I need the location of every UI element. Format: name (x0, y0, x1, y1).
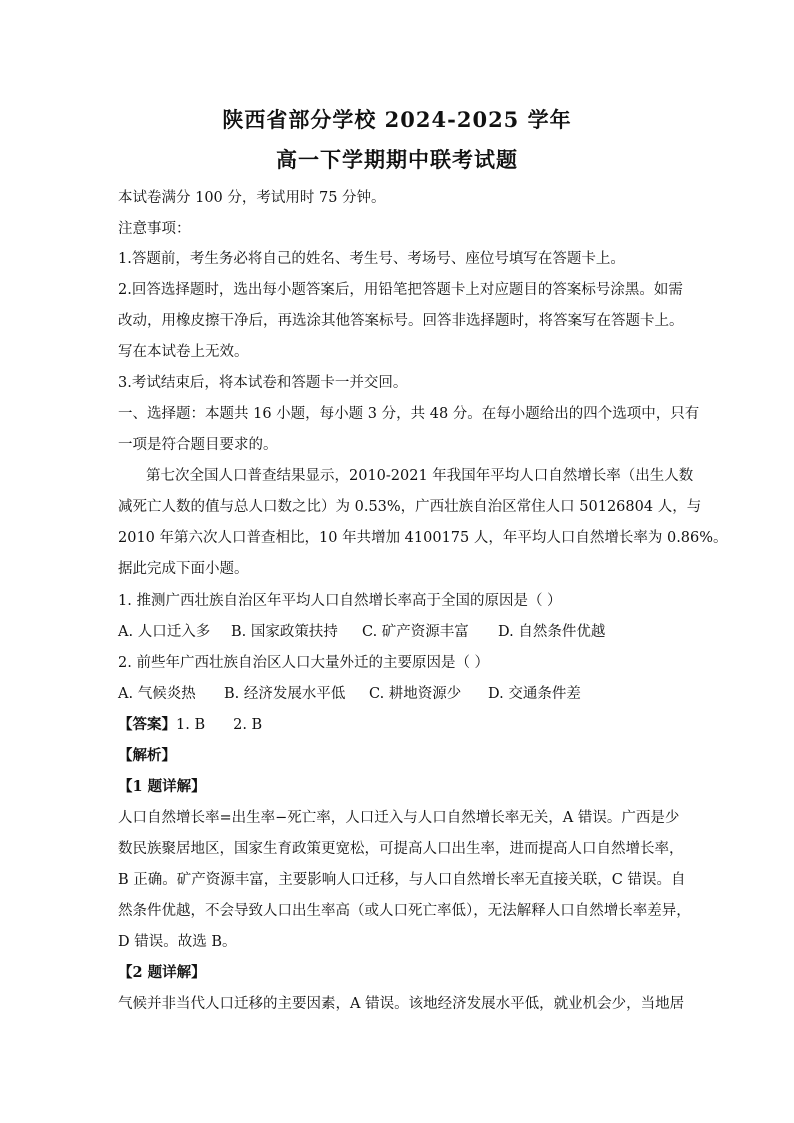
passage-line: 减死亡人数的值与总人口数之比）为 0.53%，广西壮族自治区常住人口 50126804 人，与 (118, 499, 702, 515)
answer-line (118, 715, 678, 735)
notice-heading: 注意事项： (118, 221, 191, 237)
question-1-option-c: C. 矿产资源丰富 (362, 624, 469, 640)
question-2-option-b: B. 经济发展水平低 (224, 686, 346, 702)
analysis-q1-text: D 错误。故选 B。 (118, 934, 237, 950)
passage-line: 2010 年第六次人口普查相比，10 年共增加 4100175 人，年平均人口自然增长率为 0.86%。 (118, 530, 728, 546)
question-2-option-d: D. 交通条件差 (488, 686, 581, 702)
analysis-q1-text: 然条件优越，不会导致人口出生率高（或人口死亡率低），无法解释人口自然增长率差异， (118, 903, 691, 919)
score-time-note: 本试卷满分 100 分，考试用时 75 分钟。 (118, 190, 386, 206)
passage-line: 据此完成下面小题。 (118, 561, 249, 577)
notice-item-2-end: 写在本试卷上无效。 (118, 344, 249, 360)
passage-line: 第七次全国人口普查结果显示，2010-2021 年我国年平均人口自然增长率（出生人数 (146, 468, 694, 484)
section-heading-cont: 一项是符合题目要求的。 (118, 437, 278, 453)
analysis-q1-text: 人口自然增长率=出生率−死亡率，人口迁入与人口自然增长率无关，A 错误。广西是少 (118, 810, 680, 826)
notice-item-1: 1.答题前，考生务必将自己的姓名、考生号、考场号、座位号填写在答题卡上。 (118, 251, 625, 267)
question-2-option-c: C. 耕地资源少 (369, 686, 462, 702)
section-heading: 一、选择题：本题共 16 小题，每小题 3 分，共 48 分。在每小题给出的四个选项中，只有 (118, 406, 700, 422)
notice-item-3: 3.考试结束后，将本试卷和答题卡一并交回。 (118, 375, 408, 391)
answer-1: 1. B (176, 717, 206, 733)
question-1-option-a: A. 人口迁入多 (118, 624, 211, 640)
analysis-q2-heading: 【2 题详解】 (118, 964, 206, 981)
question-1-stem: 1. 推测广西壮族自治区年平均人口自然增长率高于全国的原因是（ ） (118, 593, 562, 609)
answer-label: 【答案】 (118, 716, 176, 733)
notice-item-2-cont: 改动，用橡皮擦干净后，再选涂其他答案标号。回答非选择题时，将答案写在答题卡上。 (118, 313, 684, 329)
question-1-option-d: D. 自然条件优越 (498, 624, 606, 640)
analysis-q1-heading: 【1 题详解】 (118, 778, 206, 795)
question-1-option-b: B. 国家政策扶持 (231, 624, 338, 640)
notice-item-2: 2.回答选择题时，选出每小题答案后，用铅笔把答题卡上对应题目的答案标号涂黑。如需 (118, 282, 683, 298)
analysis-q1-text: B 正确。矿产资源丰富，主要影响人口迁移，与人口自然增长率无直接关联，C 错误。自 (118, 872, 686, 888)
analysis-heading: 【解析】 (118, 747, 176, 764)
question-2-stem: 2. 前些年广西壮族自治区人口大量外迁的主要原因是（ ） (118, 655, 490, 671)
answer-2: 2. B (233, 717, 263, 733)
exam-title-line2: 高一下学期期中联考试题 (276, 147, 518, 172)
question-2-options (118, 684, 678, 704)
question-2-option-a: A. 气候炎热 (118, 686, 196, 702)
exam-title-line1: 陕西省部分学校 2024-2025 学年 (222, 107, 572, 132)
analysis-q1-text: 数民族聚居地区，国家生育政策更宽松，可提高人口出生率，进而提高人口自然增长率， (118, 841, 684, 857)
question-1-options (118, 622, 678, 642)
analysis-q2-text: 气候并非当代人口迁移的主要因素，A 错误。该地经济发展水平低，就业机会少，当地居 (118, 996, 685, 1012)
